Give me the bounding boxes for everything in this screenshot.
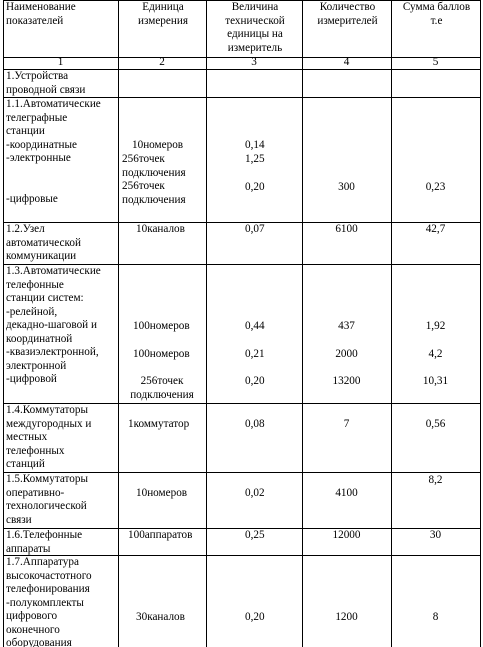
- row-1-7-count: 1200: [335, 611, 358, 623]
- column-number-1: 1: [57, 56, 64, 68]
- row-1-2-unit: 10каналов: [136, 223, 185, 235]
- row-1-5-value: 0,02: [245, 487, 265, 499]
- row-1-2-value: 0,07: [245, 223, 265, 235]
- header-count: Количество измерителей: [317, 1, 378, 27]
- row-1-1-count: 300: [338, 181, 355, 193]
- row-1-3-value-2: 0,21: [245, 348, 265, 360]
- row-1-3-unit-3: 256точек подключения: [130, 375, 194, 401]
- row-1-4-value: 0,08: [245, 418, 265, 430]
- row-1-6-value: 0,25: [245, 529, 265, 541]
- row-1-6-count: 12000: [332, 529, 361, 541]
- row-1-4-name: 1.4.Коммутаторы междугородных и местных телефонных станций: [6, 404, 92, 470]
- row-1-3-unit-2: 100номеров: [133, 348, 190, 360]
- header-unit: Единица измерения: [138, 1, 188, 27]
- row-1-3-unit-1: 100номеров: [133, 320, 190, 332]
- row-1-3-sum-3: 10,31: [422, 375, 449, 387]
- row-1-2-count: 6100: [335, 223, 358, 235]
- row-1-7-unit: 30каналов: [136, 611, 185, 623]
- row-1-3-sum-2: 4,2: [428, 348, 443, 360]
- column-number-5: 5: [432, 56, 439, 68]
- row-1-3-count-1: 437: [338, 320, 355, 332]
- header-tech-unit-value: Величина технической единицы на измеритель: [225, 1, 285, 54]
- row-1-4-sum: 0,56: [425, 418, 446, 430]
- row-1-3-count-3: 13200: [332, 375, 361, 387]
- row-1-3-value-3: 0,20: [245, 375, 265, 387]
- row-1-1-unit-2: 256точек подключения 256точек подключения: [122, 153, 186, 206]
- column-number-3: 3: [251, 56, 257, 68]
- row-1-7-name: 1.7.Аппаратура высокочастотного телефонирования -полукомплекты цифрового оконечного оборудования: [6, 556, 92, 647]
- row-1-2-name: 1.2.Узел автоматической коммуникации: [6, 223, 81, 262]
- row-1-6-name: 1.6.Телефонные аппараты: [6, 529, 83, 555]
- row-1-7-sum: 8: [432, 611, 439, 623]
- header-sum: Сумма баллов т.е: [402, 1, 471, 27]
- row-1-3-sum-1: 1,92: [425, 320, 446, 332]
- row-1-1-name: 1.1.Автоматические телеграфные станции -координатные -электронные -цифровые: [6, 98, 101, 205]
- row-1-5-unit: 10номеров: [136, 487, 188, 499]
- row-1-1-unit-1: 10номеров: [132, 139, 184, 151]
- row-1-2-sum: 42,7: [425, 223, 446, 235]
- row-1-1-value-3: 0,20: [245, 181, 265, 193]
- row-1-5-sum: 8,2: [428, 474, 443, 486]
- column-number-4: 4: [343, 56, 350, 68]
- column-number-2: 2: [159, 56, 165, 68]
- row-1-6-unit: 100аппаратов: [128, 529, 193, 541]
- row-1-4-count: 7: [343, 418, 350, 430]
- row-1-7-value: 0,20: [245, 611, 265, 623]
- row-1-3-count-2: 2000: [335, 348, 358, 360]
- row-1-name: 1.Устройства проводной связи: [6, 70, 86, 96]
- row-1-3-value-1: 0,44: [245, 320, 265, 332]
- row-1-5-count: 4100: [335, 487, 358, 499]
- row-1-3-name: 1.3.Автоматические телефонные станции систем: -релейной, декадно-шаговой и координатной -квазиэлектронной, электронной -цифровой: [6, 265, 101, 385]
- row-1-6-sum: 30: [429, 529, 442, 541]
- row-1-1-value-1: 0,14: [245, 139, 265, 151]
- row-1-5-name: 1.5.Коммутаторы оперативно- технологической связи: [6, 473, 88, 526]
- row-1-1-value-2: 1,25: [245, 153, 265, 165]
- row-1-4-unit: 1коммутатор: [128, 418, 190, 430]
- header-name: Наименование показателей: [6, 1, 76, 27]
- row-1-1-sum: 0,23: [425, 181, 446, 193]
